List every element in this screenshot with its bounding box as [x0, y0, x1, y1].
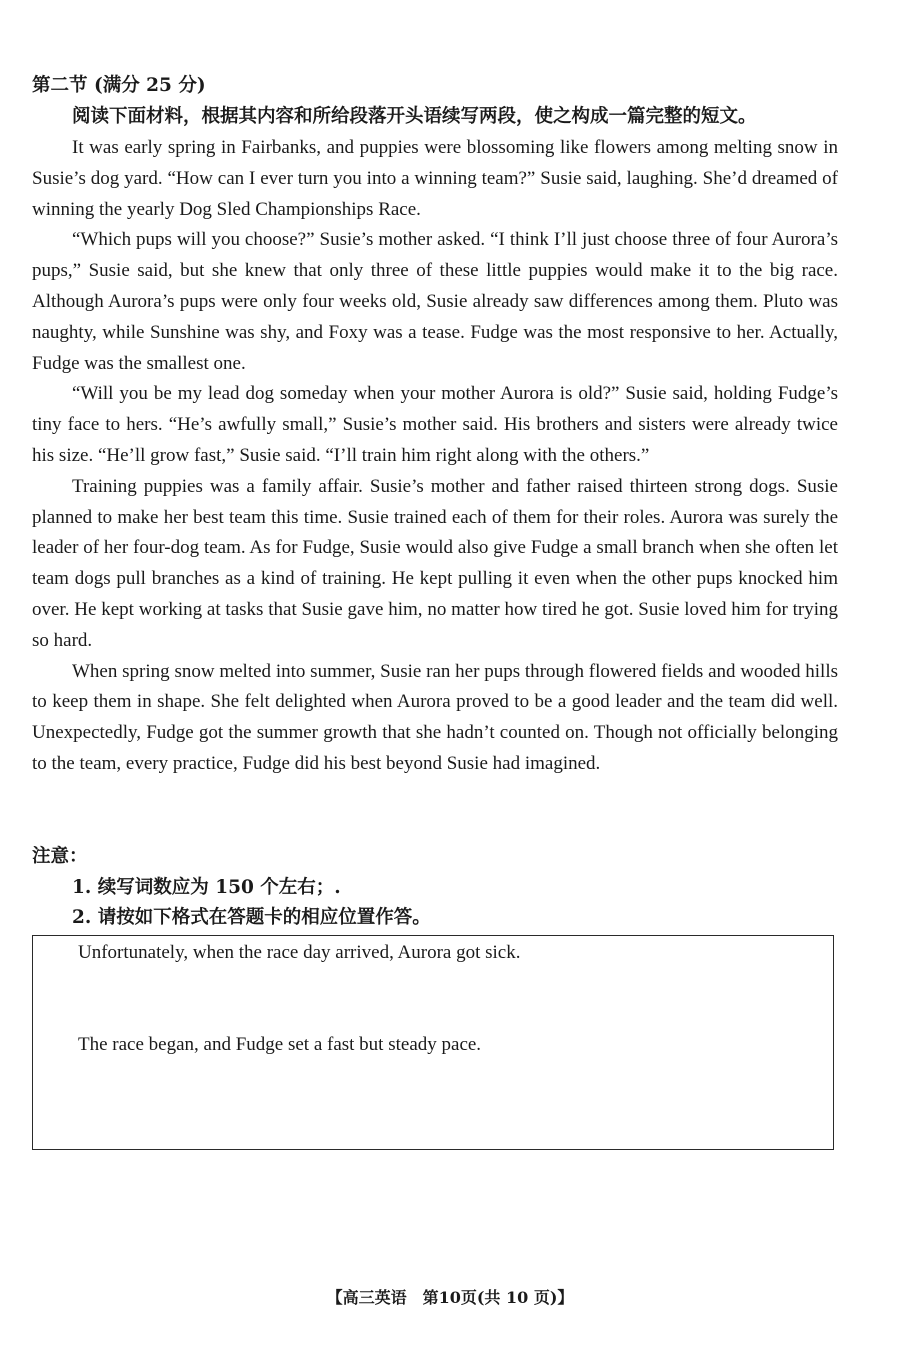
note-item-word-count: 1. 续写词数应为 150 个左右；.	[72, 877, 341, 898]
passage-paragraph-5: When spring snow melted into summer, Susie ran her pups through flowered fields and wooded hills to keep them in shape. She felt delighted when Aurora proved to be a good leader and the team did well. Unexpectedly, Fudge got the summer growth that she hadn’t counted on. Though not officially belonging to the team, every practice, Fudge did his best beyond Susie had imagined.	[32, 660, 838, 774]
answer-box	[32, 935, 834, 1150]
reading-passage	[32, 133, 838, 780]
section-title: 第二节 (满分 25 分)	[32, 75, 206, 96]
paragraph-opening-1: Unfortunately, when the race day arrived, Aurora got sick.	[78, 942, 521, 963]
notes-title: 注意：	[32, 846, 88, 867]
page-footer: 【高三英语 第10页(共 10 页)】	[326, 1288, 574, 1307]
passage-paragraph-1: It was early spring in Fairbanks, and puppies were blossoming like flowers among melting snow in Susie’s dog yard. “How can I ever turn you into a winning team?” Susie said, laughing. She’d dreamed of winning the yearly Dog Sled Championships Race.	[32, 137, 838, 220]
passage-paragraph-4: Training puppies was a family affair. Susie’s mother and father raised thirteen strong dogs. Susie planned to make her best team this time. Susie trained each of them for their roles. Aurora was surely the leader of her four-dog team. As for Fudge, Susie would also give Fudge a small branch when she often let team dogs pull branches as a kind of training. He kept pulling it even when the other pups knocked him over. He kept working at tasks that Susie gave him, no matter how tired he got. Susie loved him for trying so hard.	[32, 475, 838, 651]
paragraph-opening-2: The race began, and Fudge set a fast but steady pace.	[78, 1034, 482, 1055]
instruction-text: 阅读下面材料，根据其内容和所给段落开头语续写两段，使之构成一篇完整的短文。	[72, 106, 757, 127]
note-item-answer-format: 2. 请按如下格式在答题卡的相应位置作答。	[72, 907, 431, 928]
passage-paragraph-3: “Will you be my lead dog someday when your mother Aurora is old?” Susie said, holding Fudge’s tiny face to hers. “He’s awfully small,” Susie’s mother said. His brothers and sisters were already twice his size. “He’ll grow fast,” Susie said. “I’ll train him right along with the others.”	[32, 383, 838, 466]
passage-paragraph-2: “Which pups will you choose?” Susie’s mother asked. “I think I’ll just choose three of four Aurora’s pups,” Susie said, but she knew that only three of these little puppies would make it to the big race. Although Aurora’s pups were only four weeks old, Susie already saw differences among them. Pluto was naughty, while Sunshine was shy, and Foxy was a tease. Fudge was the most responsive to her. Actually, Fudge was the smallest one.	[32, 229, 838, 374]
